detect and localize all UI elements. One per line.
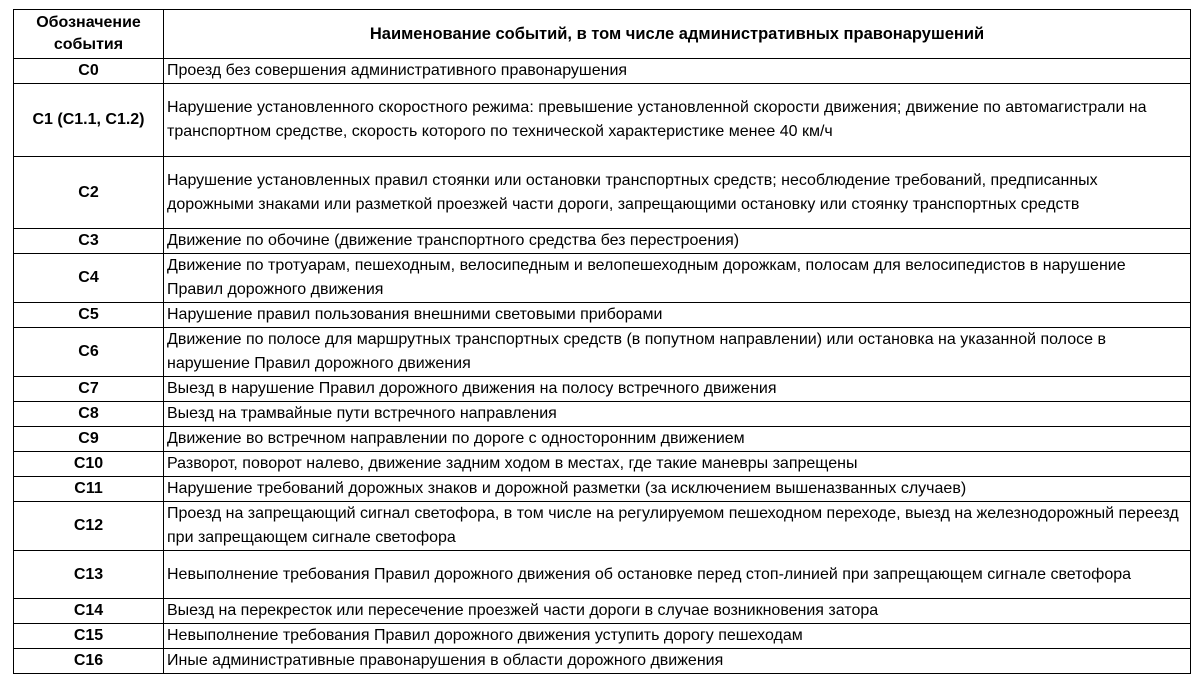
event-code: С14 xyxy=(14,599,164,624)
event-description: Проезд без совершения административного правонарушения xyxy=(164,59,1191,84)
event-description: Нарушение требований дорожных знаков и дорожной разметки (за исключением вышеназванных случаев) xyxy=(164,477,1191,502)
event-description: Нарушение правил пользования внешними световыми приборами xyxy=(164,303,1191,328)
event-description: Выезд на трамвайные пути встречного направления xyxy=(164,402,1191,427)
event-description: Проезд на запрещающий сигнал светофора, в том числе на регулируемом пешеходном переходе, выезд на железнодорожный переезд при запрещающем сигнале светофора xyxy=(164,502,1191,551)
table-row xyxy=(14,427,1191,452)
event-code: С7 xyxy=(14,377,164,402)
event-description: Невыполнение требования Правил дорожного движения уступить дорогу пешеходам xyxy=(164,624,1191,649)
event-description: Движение по тротуарам, пешеходным, велосипедным и велопешеходным дорожкам, полосам для велосипедистов в нарушение Правил дорожного движения xyxy=(164,254,1191,303)
event-code: С6 xyxy=(14,328,164,377)
table-row xyxy=(14,599,1191,624)
event-description: Движение во встречном направлении по дороге с односторонним движением xyxy=(164,427,1191,452)
event-description: Иные административные правонарушения в области дорожного движения xyxy=(164,649,1191,674)
table-row xyxy=(14,402,1191,427)
event-code: С4 xyxy=(14,254,164,303)
event-code: С10 xyxy=(14,452,164,477)
event-code: С13 xyxy=(14,551,164,599)
table-header-row xyxy=(14,10,1191,59)
event-code: С9 xyxy=(14,427,164,452)
table-row xyxy=(14,624,1191,649)
table-row xyxy=(14,649,1191,674)
table-row xyxy=(14,303,1191,328)
table-row xyxy=(14,254,1191,303)
event-description: Нарушение установленного скоростного режима: превышение установленной скорости движения; движение по автомагистрали на транспортном средстве, скорость которого по технической характеристике менее 40 км/ч xyxy=(164,84,1191,157)
table-row xyxy=(14,157,1191,229)
event-code: С5 xyxy=(14,303,164,328)
table-row xyxy=(14,477,1191,502)
event-description: Разворот, поворот налево, движение задним ходом в местах, где такие маневры запрещены xyxy=(164,452,1191,477)
event-description: Движение по полосе для маршрутных транспортных средств (в попутном направлении) или остановка на указанной полосе в нарушение Правил дорожного движения xyxy=(164,328,1191,377)
event-code: С1 (С1.1, С1.2) xyxy=(14,84,164,157)
event-description: Нарушение установленных правил стоянки или остановки транспортных средств; несоблюдение требований, предписанных дорожными знаками или разметкой проезжей части дороги, запрещающими остановку или стоянку транспортных средств xyxy=(164,157,1191,229)
header-name: Наименование событий, в том числе административных правонарушений xyxy=(164,10,1191,59)
event-code: С8 xyxy=(14,402,164,427)
event-description: Выезд на перекресток или пересечение проезжей части дороги в случае возникновения затора xyxy=(164,599,1191,624)
table-row xyxy=(14,377,1191,402)
events-table-container xyxy=(13,9,1191,674)
event-code: С15 xyxy=(14,624,164,649)
table-row xyxy=(14,84,1191,157)
event-description: Невыполнение требования Правил дорожного движения об остановке перед стоп-линией при запрещающем сигнале светофора xyxy=(164,551,1191,599)
event-code: С2 xyxy=(14,157,164,229)
event-code: С16 xyxy=(14,649,164,674)
event-description: Движение по обочине (движение транспортного средства без перестроения) xyxy=(164,229,1191,254)
event-description: Выезд в нарушение Правил дорожного движения на полосу встречного движения xyxy=(164,377,1191,402)
event-code: С0 xyxy=(14,59,164,84)
table-row xyxy=(14,502,1191,551)
event-code: С11 xyxy=(14,477,164,502)
event-code: С3 xyxy=(14,229,164,254)
table-row xyxy=(14,328,1191,377)
table-row xyxy=(14,59,1191,84)
events-table xyxy=(13,9,1191,674)
table-row xyxy=(14,551,1191,599)
event-code: С12 xyxy=(14,502,164,551)
table-row xyxy=(14,452,1191,477)
header-code: Обозначение события xyxy=(14,10,164,59)
table-row xyxy=(14,229,1191,254)
